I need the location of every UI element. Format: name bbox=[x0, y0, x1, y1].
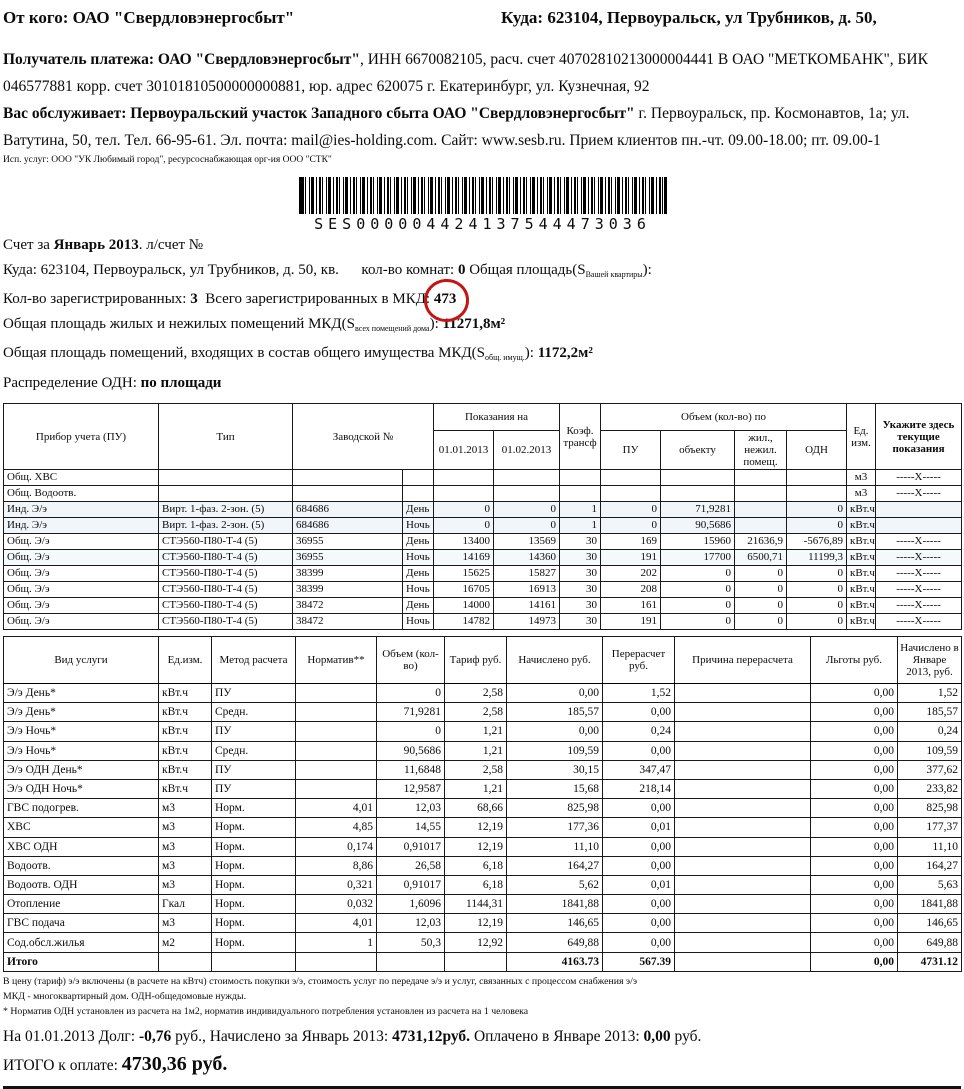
table-row: Водоотв. м3 Норм. 8,86 26,58 6,18 164,27 0,00 0,00 164,27 bbox=[4, 856, 962, 875]
payee-line-2: 046577881 корр. счет 30101810500000000881, юр. адрес 620075 г. Екатеринбург, ул. Кузнечная, 92 bbox=[3, 78, 650, 95]
account-period-line: Счет за Январь 2013. л/счет № bbox=[3, 237, 204, 253]
footnotes-block bbox=[3, 977, 962, 1017]
col-device: Прибор учета (ПУ) bbox=[4, 404, 159, 470]
col-volume: Объем (кол-во) bbox=[377, 637, 445, 684]
odn-distribution-line: Распределение ОДН: по площади bbox=[3, 374, 222, 391]
table-row: Общ. Э/э СТЭ560-П80-Т-4 (5) 38399 День 15625 15827 30 202 0 0 0 кВт.ч -----Х----- bbox=[4, 566, 962, 582]
table-row: Общ. Водоотв. м3 -----Х----- bbox=[4, 486, 962, 502]
col-current-readings: Укажите здесь текущие показания bbox=[876, 404, 962, 470]
table-row: Общ. Э/э СТЭ560-П80-Т-4 (5) 38472 День 14000 14161 30 161 0 0 0 кВт.ч -----Х----- bbox=[4, 598, 962, 614]
barcode-image bbox=[299, 177, 667, 214]
balance-summary-line: На 01.01.2013 Долг: -0,76 руб., Начислено за Январь 2013: 4731,12руб. Оплачено в Январе 2013: 0,00 руб. bbox=[3, 1027, 702, 1045]
col-recalc: Перерасчет руб. bbox=[603, 637, 675, 684]
col-pu: ПУ bbox=[601, 431, 661, 470]
service-office-line-1: Вас обслуживает: Первоуральский участок Западного сбыта ОАО "Свердловэнергосбыт" г. Первоуральск, пр. Космонавтов, 1а; ул. bbox=[3, 105, 910, 122]
col-service-unit: Ед.изм. bbox=[159, 637, 212, 684]
table-row: Общ. Э/э СТЭ560-П80-Т-4 (5) 36955 Ночь 14169 14360 30 191 17700 6500,71 11199,3 кВт.ч -----Х----- bbox=[4, 550, 962, 566]
registered-count-line: Кол-во зарегистрированных: 3 Всего зарегистрированных в МКД: 473 bbox=[3, 287, 962, 312]
table-row: Общ. ХВС м3 -----Х----- bbox=[4, 470, 962, 486]
services-charges-table bbox=[3, 636, 962, 972]
service-office-line-2: Ватутина, 50, тел. Тел. 66-95-61. Эл. почта: mail@ies-holding.com. Сайт: www.sesb.ru. Прием клиентов пн.-чт. 09.00-18.00; пт. 09.00-1 bbox=[3, 132, 881, 149]
table-row: ХВС ОДН м3 Норм. 0,174 0,91017 12,19 11,10 0,00 0,00 11,10 bbox=[4, 837, 962, 856]
table-row: ГВС подача м3 Норм. 4,01 12,03 12,19 146,65 0,00 0,00 146,65 bbox=[4, 914, 962, 933]
payee-block bbox=[3, 46, 962, 154]
table-row: Общ. Э/э СТЭ560-П80-Т-4 (5) 36955 День 13400 13569 30 169 15960 21636,9 -5676,89 кВт.ч -----Х----- bbox=[4, 534, 962, 550]
table-row: Общ. Э/э СТЭ560-П80-Т-4 (5) 38399 Ночь 16705 16913 30 208 0 0 0 кВт.ч -----Х----- bbox=[4, 582, 962, 598]
col-recalc-reason: Причина перерасчета bbox=[675, 637, 811, 684]
services-table-body bbox=[4, 684, 962, 972]
table-row: Инд. Э/э Вирт. 1-фаз. 2-зон. (5) 684686 Ночь 0 0 1 0 90,5686 0 кВт.ч bbox=[4, 518, 962, 534]
col-tariff: Тариф руб. bbox=[445, 637, 507, 684]
col-serial: Заводской № bbox=[293, 404, 434, 470]
col-method: Метод расчета bbox=[212, 637, 296, 684]
table-row: Отопление Гкал Норм. 0,032 1,6096 1144,31 1841,88 0,00 0,00 1841,88 bbox=[4, 895, 962, 914]
table-row: Общ. Э/э СТЭ560-П80-Т-4 (5) 38472 Ночь 14782 14973 30 191 0 0 0 кВт.ч -----Х----- bbox=[4, 614, 962, 630]
footnote: * Норматив ОДН установлен из расчета на 1м2, норматив индивидуального потребления установлен из расчета на 1 человека bbox=[3, 1005, 529, 1017]
table-row: ГВС подогрев. м3 Норм. 4,01 12,03 68,66 825,98 0,00 0,00 825,98 bbox=[4, 799, 962, 818]
recipient-label: Куда: 623104, Первоуральск, ул Трубников, д. 50, bbox=[501, 8, 877, 27]
col-service: Вид услуги bbox=[4, 637, 159, 684]
col-readings-group: Показания на bbox=[434, 404, 560, 431]
table-row: Э/э Ночь* кВт.ч Средн. 90,5686 1,21 109,59 0,00 0,00 109,59 bbox=[4, 741, 962, 760]
table-row: Сод.обсл.жилья м2 Норм. 1 50,3 12,92 649,88 0,00 0,00 649,88 bbox=[4, 933, 962, 952]
building-area-line: Общая площадь жилых и нежилых помещений $МКД(S_{всех помещений дома})$: 11271,8м² bbox=[3, 315, 506, 333]
col-accrued-jan: Начислено в Январе 2013, руб. bbox=[898, 637, 962, 684]
table-row: Э/э День* кВт.ч ПУ 0 2,58 0,00 1,52 0,00 1,52 bbox=[4, 684, 962, 703]
col-date-1: 01.01.2013 bbox=[434, 431, 494, 470]
col-date-2: 01.02.2013 bbox=[494, 431, 560, 470]
table-row: Э/э ОДН Ночь* кВт.ч ПУ 12,9587 1,21 15,68 218,14 0,00 233,82 bbox=[4, 779, 962, 798]
col-object: объекту bbox=[661, 431, 735, 470]
barcode-block bbox=[293, 177, 673, 233]
col-coef: Коэф. трансф bbox=[560, 404, 601, 470]
footnote: МКД - многоквартирный дом. ОДН-общедомовые нужды. bbox=[3, 990, 247, 1002]
common-area-line: Общая площадь помещений, входящих в состав общего имущества $МКД(S_{общ. имущ.})$: 1172,2м² bbox=[3, 345, 593, 362]
footnote: В цену (тариф) э/э включены (в расчете на кВтч) стоимость покупки э/э, стоимость услуг по передаче э/э и услуг, связанных с процессом снабжения э/э bbox=[3, 975, 638, 987]
table-row: Водоотв. ОДН м3 Норм. 0,321 0,91017 6,18 5,62 0,01 0,00 5,63 bbox=[4, 875, 962, 894]
meter-table-body bbox=[4, 470, 962, 630]
meter-readings-table bbox=[3, 403, 962, 630]
barcode-number: SES000004424137544473036 bbox=[314, 215, 651, 233]
table-row: Итого 4163.73 567.39 0,00 4731.12 bbox=[4, 952, 962, 971]
total-due-line: ИТОГО к оплате: 4730,36 руб. bbox=[3, 1052, 228, 1075]
col-unit: Ед. изм. bbox=[847, 404, 876, 470]
top-address-line bbox=[3, 8, 962, 34]
col-benefits: Льготы руб. bbox=[811, 637, 898, 684]
payee-line-1: Получатель платежа: ОАО "Свердловэнергосбыт", ИНН 6670082105, расч. счет 40702810213000004441 В ОАО "МЕТКОМБАНК", БИК bbox=[3, 51, 928, 68]
col-type: Тип bbox=[159, 404, 293, 470]
col-accrued: Начислено руб. bbox=[507, 637, 603, 684]
table-row: Э/э Ночь* кВт.ч ПУ 0 1,21 0,00 0,24 0,00 0,24 bbox=[4, 722, 962, 741]
bottom-divider bbox=[3, 1086, 961, 1089]
col-norm: Норматив** bbox=[296, 637, 377, 684]
table-row: ХВС м3 Норм. 4,85 14,55 12,19 177,36 0,01 0,00 177,37 bbox=[4, 818, 962, 837]
red-circle-annotation: 473 bbox=[434, 287, 457, 312]
col-odn: ОДН bbox=[787, 431, 847, 470]
sender-label: От кого: ОАО "Свердловэнергосбыт" bbox=[3, 8, 295, 27]
col-volume-group: Объем (кол-во) по bbox=[601, 404, 847, 431]
account-info-block bbox=[3, 233, 962, 395]
table-row: Э/э День* кВт.ч Средн. 71,9281 2,58 185,57 0,00 0,00 185,57 bbox=[4, 703, 962, 722]
table-row: Э/э ОДН День* кВт.ч ПУ 11,6848 2,58 30,15 347,47 0,00 377,62 bbox=[4, 760, 962, 779]
table-row: Инд. Э/э Вирт. 1-фаз. 2-зон. (5) 684686 День 0 0 1 0 71,9281 0 кВт.ч bbox=[4, 502, 962, 518]
service-address-line: Куда: 623104, Первоуральск, ул Трубников, д. 50, кв. кол-во комнат: 0 Общая $площадь(S_{Вашей квартиры})$: bbox=[3, 261, 652, 279]
provider-note: Исп. услуг: ООО "УК Любимый город", ресурсоснабжающая орг-ия ООО "СТК" bbox=[3, 155, 332, 165]
col-residential: жил., нежил. помещ. bbox=[735, 431, 787, 470]
